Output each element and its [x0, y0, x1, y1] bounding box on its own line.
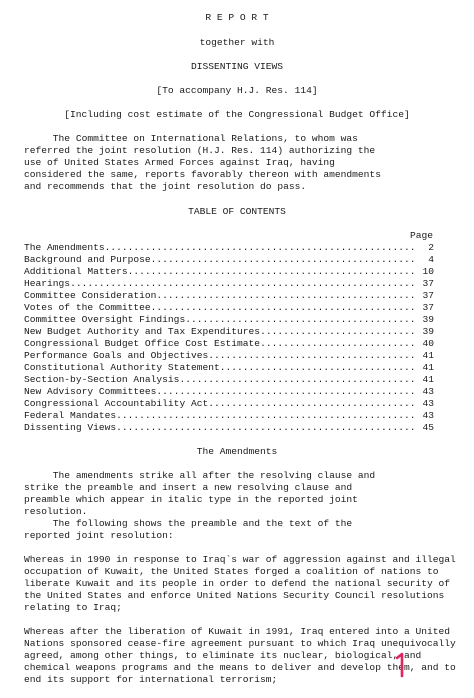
toc-entry-title: Performance Goals and Objectives: [24, 350, 209, 361]
whereas-line: end its support for international terrorism;: [24, 674, 278, 685]
together-with: together with: [199, 37, 275, 48]
toc-entry: [24, 422, 434, 434]
toc-leader-dots: ...........................: [260, 326, 416, 337]
toc-entry: [24, 242, 434, 254]
toc-entry-page: 2: [428, 242, 434, 253]
including-line: [Including cost estimate of the Congressional Budget Office]: [64, 109, 410, 120]
toc-leader-dots: ..............................................: [150, 254, 416, 265]
toc-entry: [24, 266, 434, 278]
intro-line: referred the joint resolution (H.J. Res. 114) authorizing the: [24, 145, 376, 156]
toc-leader-dots: ....................................: [208, 398, 416, 409]
intro-line: use of United States Armed Forces against Iraq, having: [24, 157, 335, 168]
toc-leader-dots: ......................................................: [104, 242, 416, 253]
toc-entry-title: Dissenting Views: [24, 422, 117, 433]
report-title: R E P O R T: [205, 12, 269, 23]
toc-leader-dots: .............................................: [156, 386, 416, 397]
intro-line: considered the same, reports favorably thereon with amendments: [24, 169, 381, 180]
toc-entry-page: 37: [422, 302, 434, 313]
toc-entry: [24, 338, 434, 350]
toc-entry-title: Hearings: [24, 278, 71, 289]
toc-leader-dots: .............................................: [156, 290, 416, 301]
toc-entry: [24, 398, 434, 410]
accompany-line: [To accompany H.J. Res. 114]: [156, 85, 318, 96]
dissenting-views-heading: DISSENTING VIEWS: [190, 61, 284, 72]
toc-entry-page: 39: [422, 326, 434, 337]
amendments-line: The amendments strike all after the resolving clause and: [24, 470, 376, 481]
toc-entry-page: 41: [422, 350, 434, 361]
whereas-line: Nations sponsored cease-fire agreement pursuant to which Iraq unequivocally: [24, 638, 456, 649]
whereas-line: agreed, among other things, to eliminate its nuclear, biological, and: [24, 650, 422, 661]
toc-entry-page: 10: [422, 266, 434, 277]
toc-entry-title: Background and Purpose: [24, 254, 151, 265]
whereas-line: relating to Iraq;: [24, 602, 122, 613]
toc-leader-dots: ..................................: [219, 362, 416, 373]
amendments-line: reported joint resolution:: [24, 530, 174, 541]
amendments-line: preamble which appear in italic type in the reported joint: [24, 494, 358, 505]
toc-entry: [24, 374, 434, 386]
toc-entry: [24, 350, 434, 362]
toc-entry-page: 43: [422, 398, 434, 409]
toc-entry-title: Congressional Accountability Act: [24, 398, 209, 409]
toc-entry-page: 40: [422, 338, 434, 349]
amendments-heading: The Amendments: [196, 446, 278, 457]
toc-entry-title: Votes of the Committee: [24, 302, 151, 313]
amendments-line: strike the preamble and insert a new resolving clause and: [24, 482, 353, 493]
amendments-line: The following shows the preamble and the text of the: [24, 518, 353, 529]
annotation-mark-icon: [394, 652, 408, 678]
toc-leader-dots: ....................................................: [116, 410, 416, 421]
whereas-line: Whereas after the liberation of Kuwait in 1991, Iraq entered into a United: [24, 626, 451, 637]
toc-entry: [24, 362, 434, 374]
toc-entry: [24, 290, 434, 302]
toc-leader-dots: .........................................: [179, 374, 416, 385]
toc-entry-title: New Advisory Committees: [24, 386, 157, 397]
intro-line: and recommends that the joint resolution do pass.: [24, 181, 307, 192]
toc-leader-dots: ..............................................: [150, 302, 416, 313]
toc-entry-title: Congressional Budget Office Cost Estimate: [24, 338, 261, 349]
toc-entry-page: 43: [422, 386, 434, 397]
whereas-line: the United States and enforce United Nations Security Council resolutions: [24, 590, 445, 601]
toc-page-label: Page: [410, 230, 434, 241]
intro-line: The Committee on International Relations, to whom was: [24, 133, 358, 144]
toc-heading: TABLE OF CONTENTS: [188, 206, 286, 217]
whereas-line: liberate Kuwait and its people in order to defend the national security of: [24, 578, 451, 589]
toc-entry-page: 37: [422, 278, 434, 289]
toc-entry-title: Constitutional Authority Statement: [24, 362, 220, 373]
toc-entry: [24, 326, 434, 338]
toc-leader-dots: ...........................: [260, 338, 416, 349]
toc-entry-page: 43: [422, 410, 434, 421]
toc-entry-title: Federal Mandates: [24, 410, 117, 421]
toc-entry-page: 41: [422, 362, 434, 373]
toc-leader-dots: ............................................................: [70, 278, 416, 289]
toc-entry-page: 41: [422, 374, 434, 385]
toc-entry-title: Additional Matters: [24, 266, 128, 277]
toc-entry: [24, 302, 434, 314]
toc-entry: [24, 278, 434, 290]
toc-entry-title: Section-by-Section Analysis: [24, 374, 180, 385]
toc-entry: [24, 314, 434, 326]
toc-leader-dots: ..................................................: [127, 266, 416, 277]
toc-entry: [24, 254, 434, 266]
toc-entry-title: New Budget Authority and Tax Expenditures: [24, 326, 261, 337]
toc-entry-page: 37: [422, 290, 434, 301]
toc-entry: [24, 410, 434, 422]
toc-leader-dots: ........................................: [185, 314, 416, 325]
whereas-line: occupation of Kuwait, the United States forged a coalition of nations to: [24, 566, 439, 577]
amendments-line: resolution.: [24, 506, 88, 517]
toc-entry-page: 39: [422, 314, 434, 325]
toc-leader-dots: ....................................: [208, 350, 416, 361]
toc-entry: [24, 386, 434, 398]
toc-entry-page: 4: [428, 254, 434, 265]
toc-entry-title: Committee Oversight Findings: [24, 314, 186, 325]
toc-entry-page: 45: [422, 422, 434, 433]
toc-leader-dots: ....................................................: [116, 422, 416, 433]
toc-entry-title: The Amendments: [24, 242, 105, 253]
toc-entry-title: Committee Consideration: [24, 290, 157, 301]
whereas-line: Whereas in 1990 in response to Iraq`s war of aggression against and illegal: [24, 554, 456, 565]
whereas-line: chemical weapons programs and the means to deliver and develop them, and to: [24, 662, 456, 673]
